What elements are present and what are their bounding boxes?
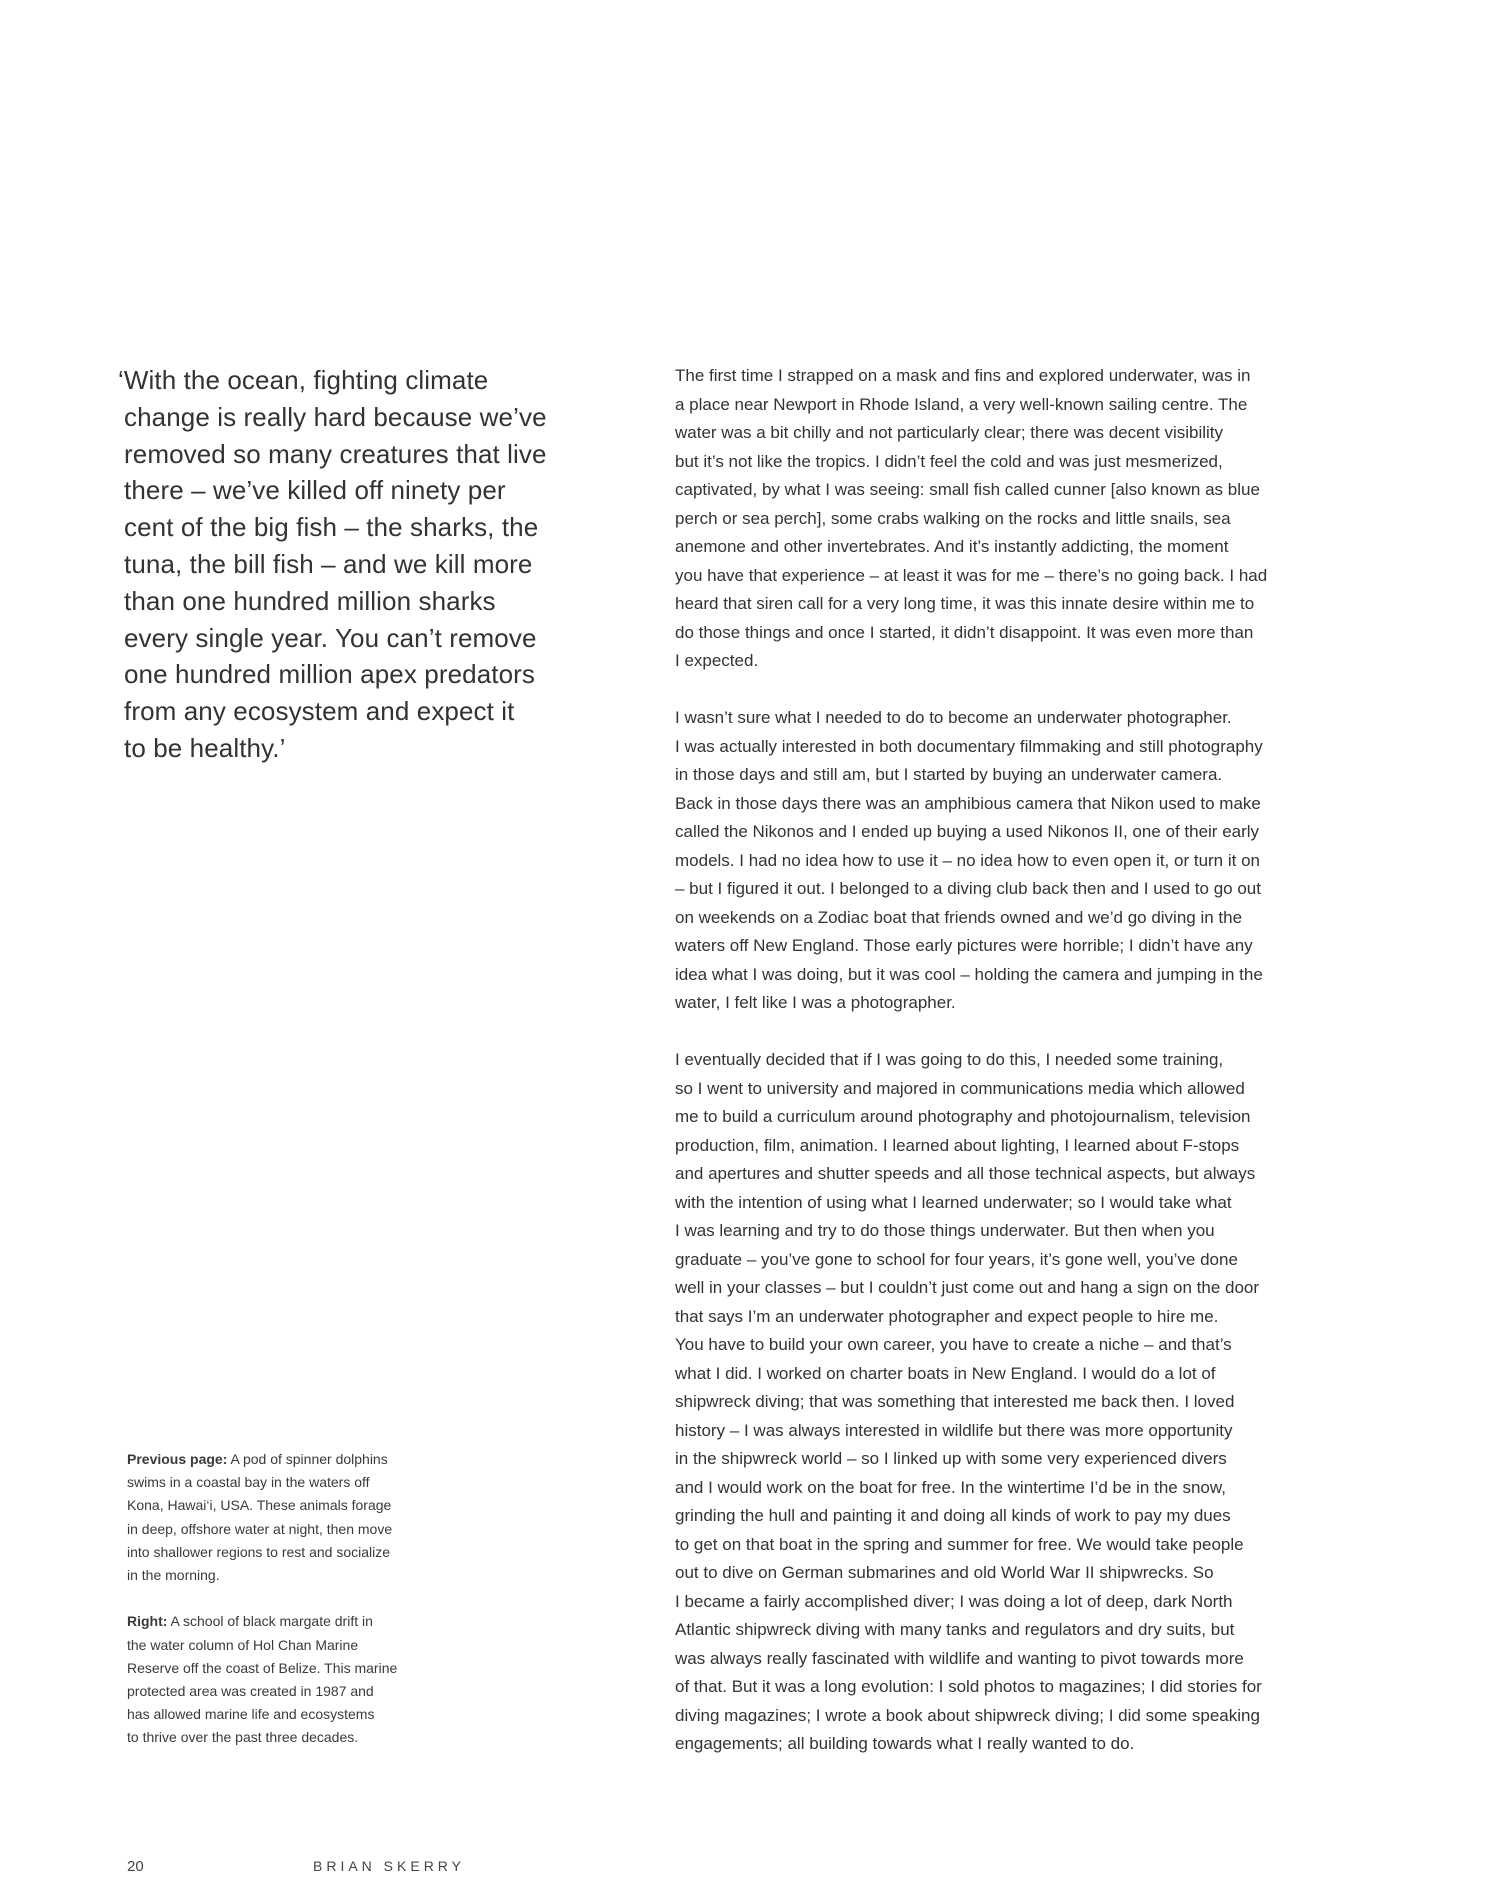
body-line: was always really fascinated with wildlife and wanting to pivot towards more xyxy=(675,1648,1244,1668)
caption-line: has allowed marine life and ecosystems xyxy=(127,1706,375,1723)
pull-quote xyxy=(118,362,578,767)
body-line: diving magazines; I wrote a book about shipwreck diving; I did some speaking xyxy=(675,1705,1260,1725)
body-line: in those days and still am, but I started by buying an underwater camera. xyxy=(675,765,1223,784)
body-line: I wasn’t sure what I needed to do to become an underwater photographer. xyxy=(675,708,1232,727)
caption-label: Right: xyxy=(127,1613,168,1630)
body-line: idea what I was doing, but it was cool – holding the camera and jumping in the xyxy=(675,964,1263,984)
body-line: models. I had no idea how to use it – no idea how to even open it, or turn it on xyxy=(675,850,1260,870)
body-line: on weekends on a Zodiac boat that friends owned and we’d go diving in the xyxy=(675,907,1243,927)
body-line: in the shipwreck world – so I linked up with some very experienced divers xyxy=(675,1449,1227,1468)
body-line: captivated, by what I was seeing: small fish called cunner [also known as blue xyxy=(675,480,1260,499)
body-line: you have that experience – at least it was for me – there’s no going back. I had xyxy=(675,565,1268,585)
caption-line: the water column of Hol Chan Marine xyxy=(127,1636,359,1653)
body-line: so I went to university and majored in communications media which allowed xyxy=(675,1078,1245,1098)
body-line: Atlantic shipwreck diving with many tanks and regulators and dry suits, but xyxy=(675,1620,1235,1639)
page-number: 20 xyxy=(127,1858,144,1875)
body-line: Back in those days there was an amphibious camera that Nikon used to make xyxy=(675,793,1261,813)
pull-quote-line: than one hundred million sharks xyxy=(124,585,496,616)
body-line: water was a bit chilly and not particularly clear; there was decent visibility xyxy=(675,423,1224,442)
body-line: The first time I strapped on a mask and fins and explored underwater, was in xyxy=(675,366,1251,385)
body-line: but it’s not like the tropics. I didn’t feel the cold and was just mesmerized, xyxy=(675,451,1223,471)
caption-line: swims in a coastal bay in the waters off xyxy=(127,1474,370,1491)
body-line: to get on that boat in the spring and summer for free. We would take people xyxy=(675,1534,1244,1554)
body-line: I expected. xyxy=(675,651,759,670)
body-line: heard that siren call for a very long time, it was this innate desire within me to xyxy=(675,594,1255,613)
pull-quote-line: tuna, the bill fish – and we kill more xyxy=(124,548,533,579)
caption-first-line xyxy=(127,1448,447,1471)
body-line: and apertures and shutter speeds and all those technical aspects, but always xyxy=(675,1164,1256,1183)
body-line: graduate – you’ve gone to school for four years, it’s gone well, you’ve done xyxy=(675,1249,1238,1269)
body-line: I eventually decided that if I was going to do this, I needed some training, xyxy=(675,1050,1224,1069)
caption-line: Reserve off the coast of Belize. This marine xyxy=(127,1659,398,1676)
caption-line: in deep, offshore water at night, then move xyxy=(127,1520,393,1537)
caption-text: A pod of spinner dolphins xyxy=(227,1451,388,1467)
photo-captions xyxy=(127,1448,447,1773)
pull-quote-line: to be healthy.’ xyxy=(124,732,286,763)
pull-quote-line: one hundred million apex predators xyxy=(124,659,535,690)
pull-quote-line: cent of the big fish – the sharks, the xyxy=(124,512,539,543)
body-line: out to dive on German submarines and old World War II shipwrecks. So xyxy=(675,1563,1214,1582)
body-paragraph xyxy=(675,1046,1365,1759)
body-line: I was actually interested in both documentary filmmaking and still photography xyxy=(675,736,1263,756)
caption-line: into shallower regions to rest and socialize xyxy=(127,1543,391,1560)
body-line: history – I was always interested in wildlife but there was more opportunity xyxy=(675,1420,1233,1440)
body-line: perch or sea perch], some crabs walking on the rocks and little snails, sea xyxy=(675,508,1231,528)
pull-quote-line: removed so many creatures that live xyxy=(124,438,547,469)
body-line: with the intention of using what I learned underwater; so I would take what xyxy=(675,1192,1232,1212)
body-line: of that. But it was a long evolution: I sold photos to magazines; I did stories for xyxy=(675,1677,1262,1696)
body-line: water, I felt like I was a photographer. xyxy=(675,993,956,1012)
body-line: I became a fairly accomplished diver; I was doing a lot of deep, dark North xyxy=(675,1591,1233,1611)
body-line: waters off New England. Those early pictures were horrible; I didn’t have any xyxy=(675,936,1253,955)
body-line: that says I’m an underwater photographer and expect people to hire me. xyxy=(675,1306,1219,1326)
body-line: You have to build your own career, you have to create a niche – and that’s xyxy=(675,1335,1232,1354)
pull-quote-line: there – we’ve killed off ninety per xyxy=(124,475,506,506)
caption-line: to thrive over the past three decades. xyxy=(127,1729,359,1746)
body-line: me to build a curriculum around photography and photojournalism, television xyxy=(675,1107,1251,1126)
body-line: grinding the hull and painting it and doing all kinds of work to pay my dues xyxy=(675,1506,1231,1525)
body-line: what I did. I worked on charter boats in New England. I would do a lot of xyxy=(675,1363,1216,1383)
body-text xyxy=(675,362,1365,1787)
caption-label: Previous page: xyxy=(127,1451,228,1467)
body-line: a place near Newport in Rhode Island, a very well-known sailing centre. The xyxy=(675,394,1248,414)
pull-quote-line: every single year. You can’t remove xyxy=(124,622,537,653)
body-paragraph xyxy=(675,704,1365,1018)
body-line: shipwreck diving; that was something that interested me back then. I loved xyxy=(675,1392,1235,1411)
pull-quote-line: from any ecosystem and expect it xyxy=(124,696,515,727)
caption-right xyxy=(127,1610,447,1749)
caption-line: Kona, Hawai‘i, USA. These animals forage xyxy=(127,1497,392,1514)
body-line: and I would work on the boat for free. In the wintertime I’d be in the snow, xyxy=(675,1477,1226,1497)
pull-quote-line: ‘With the ocean, fighting climate xyxy=(118,365,489,395)
body-line: do those things and once I started, it didn’t disappoint. It was even more than xyxy=(675,622,1254,642)
caption-line: protected area was created in 1987 and xyxy=(127,1683,374,1700)
body-line: well in your classes – but I couldn’t just come out and hang a sign on the door xyxy=(675,1278,1260,1297)
body-line: called the Nikonos and I ended up buying a used Nikonos II, one of their early xyxy=(675,822,1260,841)
pull-quote-line: change is really hard because we’ve xyxy=(124,401,547,432)
caption-previous-page xyxy=(127,1448,447,1587)
caption-line: in the morning. xyxy=(127,1567,220,1584)
body-paragraph xyxy=(675,362,1365,676)
body-line: anemone and other invertebrates. And it’s instantly addicting, the moment xyxy=(675,537,1229,556)
body-line: I was learning and try to do those things underwater. But then when you xyxy=(675,1221,1215,1240)
body-line: engagements; all building towards what I really wanted to do. xyxy=(675,1734,1135,1753)
running-head: BRIAN SKERRY xyxy=(313,1858,465,1874)
body-line: – but I figured it out. I belonged to a diving club back then and I used to go out xyxy=(675,879,1261,898)
caption-text: A school of black margate drift in xyxy=(167,1613,373,1630)
caption-first-line xyxy=(127,1610,447,1633)
body-line: production, film, animation. I learned about lighting, I learned about F-stops xyxy=(675,1135,1240,1155)
